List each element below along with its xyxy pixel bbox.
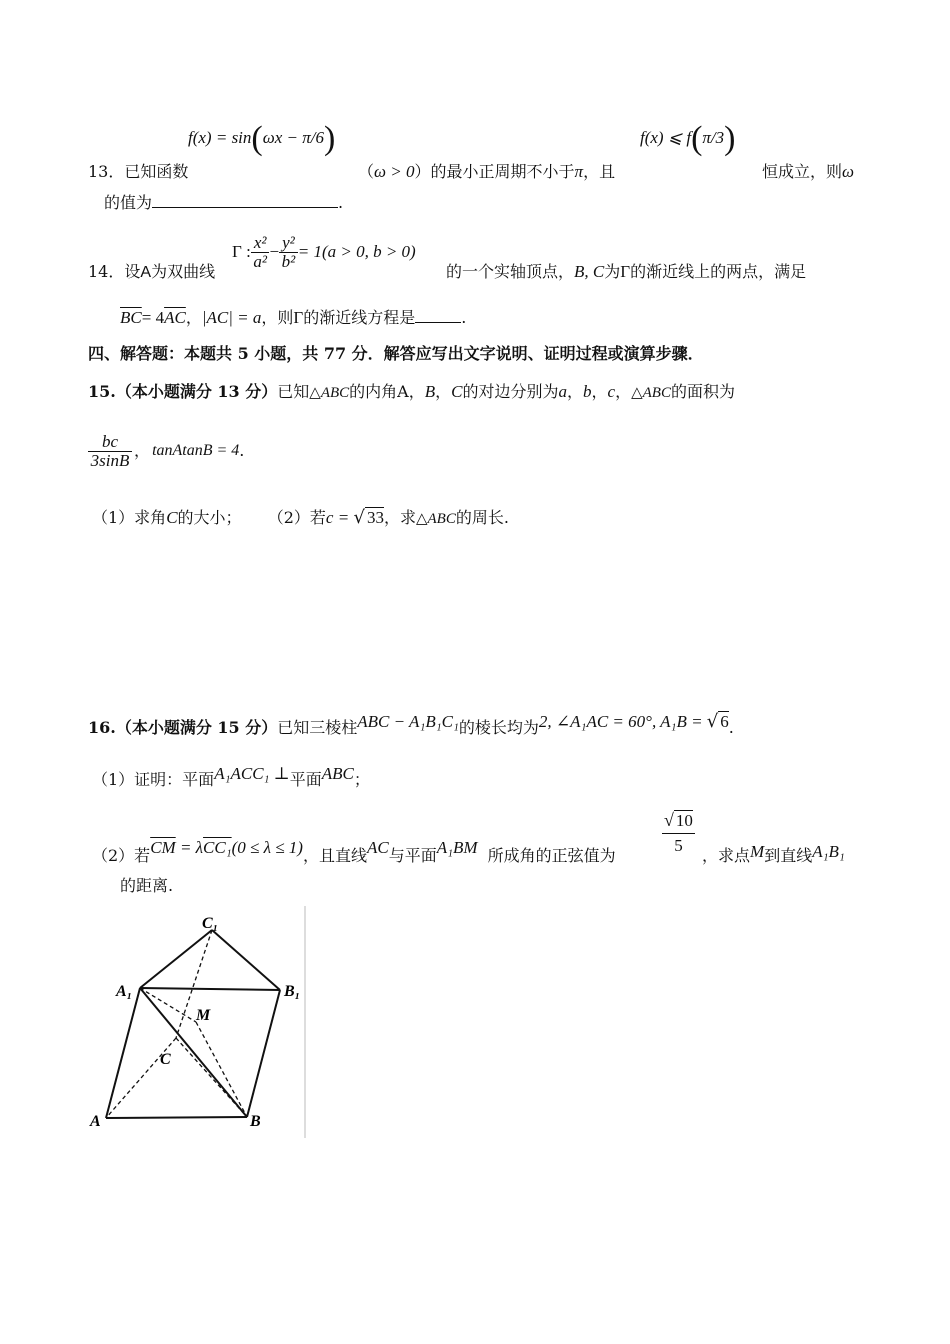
q15-text3: 的对边分别为 xyxy=(462,382,559,401)
q16-line1: 16.（本小题满分 15 分）已知三棱柱ABC − A₁B₁C₁的棱长均为2, ∠A₁AC = 60°, A₁B = √ 6. xyxy=(88,711,734,737)
q14-text5: 的渐近线上的两点，满足 xyxy=(630,262,807,281)
q13-text4: 恒成立，则 xyxy=(762,162,843,181)
q16-lambda-range: (0 ≤ λ ≤ 1) xyxy=(231,838,303,857)
q14-gamma-label: Γ : xyxy=(232,242,251,261)
q13-formula-arg: ωx − π/6 xyxy=(262,128,324,147)
label-b: B xyxy=(250,1113,261,1130)
q16-sqrt10: 10 xyxy=(675,811,693,830)
q14-frac-x: $\frac{\text{x²}}{\text{a²}}$ xyxy=(251,234,270,271)
q14-vector-bc: $\overline{BC}$ xyxy=(120,308,142,327)
q16-part2-text: （2）若 xyxy=(92,846,151,865)
q15-text4: 的面积为 xyxy=(670,382,735,401)
q16-frac-den: 5 xyxy=(674,836,683,855)
q14-text4: 为 xyxy=(604,262,621,281)
q16-sqrt6: 6 xyxy=(720,712,729,731)
prism-figure xyxy=(84,904,314,1144)
label-b1: B₁ xyxy=(284,983,301,1000)
q15-part1: （1）求角 xyxy=(92,508,167,527)
q15-tan-condition: tanAtanB = 4 xyxy=(152,442,240,459)
label-c1: C₁ xyxy=(202,915,219,932)
edge-a1-b1 xyxy=(140,988,280,990)
label-a: A xyxy=(90,1113,101,1130)
edge-a1-b xyxy=(140,988,247,1117)
q14-eq-tail: = 1(a > 0, b > 0) xyxy=(297,242,416,261)
q15-triangle: △ABC xyxy=(309,385,350,401)
q16-part2-line2: 的距离. xyxy=(120,876,174,895)
q15-angle-A: A xyxy=(397,382,409,401)
q14-text3: 的一个实轴顶点， xyxy=(446,262,575,281)
q13-text2: 的最小正周期不小于 xyxy=(430,162,575,181)
q13-number: 13． xyxy=(88,162,125,181)
q13-inequality: f(x) ⩽ f(π/3) xyxy=(640,120,736,158)
edge-c1-a1 xyxy=(140,930,212,988)
q15-area-fraction: $\frac{bc}{3\sin B}$ xyxy=(88,433,132,470)
q14-frac-y: $\frac{\text{y²}}{\text{b²}}$ xyxy=(279,234,298,271)
q15-angle-C: C xyxy=(451,382,463,401)
q15-text1: 已知 xyxy=(277,382,310,401)
q15-area-line: $\frac{bc}{3\sin B}$ ， tanAtanB = 4 . xyxy=(88,426,244,476)
q16-plane-a1acc1: A₁ACC₁ ⊥ xyxy=(214,764,290,783)
q16-point-m: M xyxy=(750,842,765,861)
q14-answer-blank[interactable] xyxy=(415,308,461,323)
q14-line2 xyxy=(120,308,466,328)
q15-text2: 的内角 xyxy=(349,382,398,401)
q13-text3: ，且 xyxy=(583,162,616,181)
edge-c1-b1 xyxy=(212,930,280,990)
q14-gamma: Γ xyxy=(620,262,631,281)
q14-period: . xyxy=(461,308,467,327)
q14-hyperbola-equation: Γ : $\frac{\text{x²}}{\text{a²}}$ − $\frac{\text{y²}}{\text{b²}}$ = 1(a > 0, b > 0) xyxy=(232,232,416,271)
q13-line1-rest: （ω > 0）的最小正周期不小于π，且 xyxy=(358,162,616,181)
q15-side-b: b xyxy=(583,382,592,401)
q14-line1-start xyxy=(88,262,215,283)
q13-omega: ω xyxy=(842,162,855,181)
q13-pi: π xyxy=(574,162,584,181)
q16-number: 16. xyxy=(88,718,116,737)
q13-period: . xyxy=(338,193,344,212)
q15-sqrt33: 33 xyxy=(366,508,384,527)
edge-m-b xyxy=(196,1022,247,1117)
q15-side-a: a xyxy=(558,382,568,401)
q16-part2-end: ，求点M到直线A₁B₁ xyxy=(702,842,845,865)
q14-abs-ac: |AC| = a xyxy=(201,308,262,327)
q14-text7: 的渐近线方程是 xyxy=(303,308,416,327)
q13-ineq-lhs: f(x) ⩽ f xyxy=(640,128,692,147)
section-heading: 四、解答题：本题共 5 小题，共 77 分．解答应写出文字说明、证明过程或演算步骤． xyxy=(88,344,704,363)
q13-omega-cond: ω > 0 xyxy=(374,162,415,181)
q13-formula-f: f(x) = sin xyxy=(188,128,252,147)
q14-text2: 为双曲线 xyxy=(151,262,216,281)
q14-text1: 设 xyxy=(124,262,141,281)
q15-parts: （1）求角C的大小； （2）若c = √ 33，求△ABC的周长. xyxy=(92,507,509,528)
q14-vertex-A: A xyxy=(140,264,152,281)
q16-part2: （2）若$\overline{CM} = \lambda CC_1(0 \le \lambda \le 1)$，且直线AC与平面A₁BM 所成角的正弦值为 xyxy=(92,838,616,865)
q16-vector-cm: $\overline{CM}$ xyxy=(150,838,176,857)
q15-angle-B: B xyxy=(424,382,436,401)
q16-line-a1b1: A₁B₁ xyxy=(812,842,845,861)
edge-a-b xyxy=(106,1117,247,1118)
q15-triangle-3: △ABC xyxy=(415,511,456,527)
q15-part1-C: C xyxy=(166,508,178,527)
q16-part1-text: （1）证明：平面 xyxy=(92,770,215,789)
edge-b1-b xyxy=(247,990,280,1117)
q16-text1: 已知三棱柱 xyxy=(277,718,358,737)
q14-text6: ，则 xyxy=(261,308,294,327)
label-a1: A₁ xyxy=(116,983,133,1000)
q13-text5: 的值为 xyxy=(104,193,153,212)
q16-vector-cc1: CC₁ xyxy=(203,838,232,857)
q15-score: （本小题满分 13 分） xyxy=(115,382,278,401)
q13-ineq-arg: π/3 xyxy=(702,128,725,147)
q15-part2: （2）若 xyxy=(267,508,326,527)
q15-triangle-2: △ABC xyxy=(631,385,671,401)
q16-score: （本小题满分 15 分） xyxy=(115,718,278,737)
q16-plane-a1bm: A₁BM xyxy=(436,838,478,857)
label-m: M xyxy=(196,1007,211,1024)
q13-text1: 已知函数 xyxy=(124,162,189,181)
q16-line-ac: AC xyxy=(367,838,389,857)
q13-line1-end xyxy=(762,162,854,182)
q13-function-formula: f(x) = sin(ωx − π/6) xyxy=(188,120,336,158)
q14-eq4: = 4 xyxy=(141,308,165,327)
q15-side-c: c xyxy=(607,382,616,401)
label-c: C xyxy=(160,1051,171,1068)
q14-comma: ， xyxy=(185,308,202,327)
q13-line1 xyxy=(88,140,188,180)
q16-prism: ABC − A₁B₁C₁ xyxy=(357,712,459,731)
q15-line1: 15.（本小题满分 13 分）已知△ABC的内角A，B，C的对边分别为a，b，c，△ABC的面积为 xyxy=(88,382,735,401)
q14-number: 14． xyxy=(88,262,125,281)
q13-answer-blank[interactable] xyxy=(152,193,338,208)
q14-points-BC: B, C xyxy=(574,262,605,281)
q15-c-eq: c = xyxy=(325,508,354,527)
q13-line2 xyxy=(104,193,343,213)
q16-text2: 的棱长均为 xyxy=(458,718,539,737)
q16-conditions: 2, ∠A₁AC = 60°, A₁B = xyxy=(538,712,707,731)
q16-part1: （1）证明：平面A₁ACC₁ ⊥平面ABC； xyxy=(92,764,370,789)
q14-line1-rest xyxy=(446,262,806,282)
q14-vector-ac: $\overline{AC}$ xyxy=(164,308,186,327)
q14-gamma-2: Γ xyxy=(293,308,304,327)
q15-number: 15. xyxy=(88,382,116,401)
q16-sine-fraction: √ 10 5 xyxy=(662,808,695,858)
q16-plane-abc: ABC xyxy=(321,764,354,783)
